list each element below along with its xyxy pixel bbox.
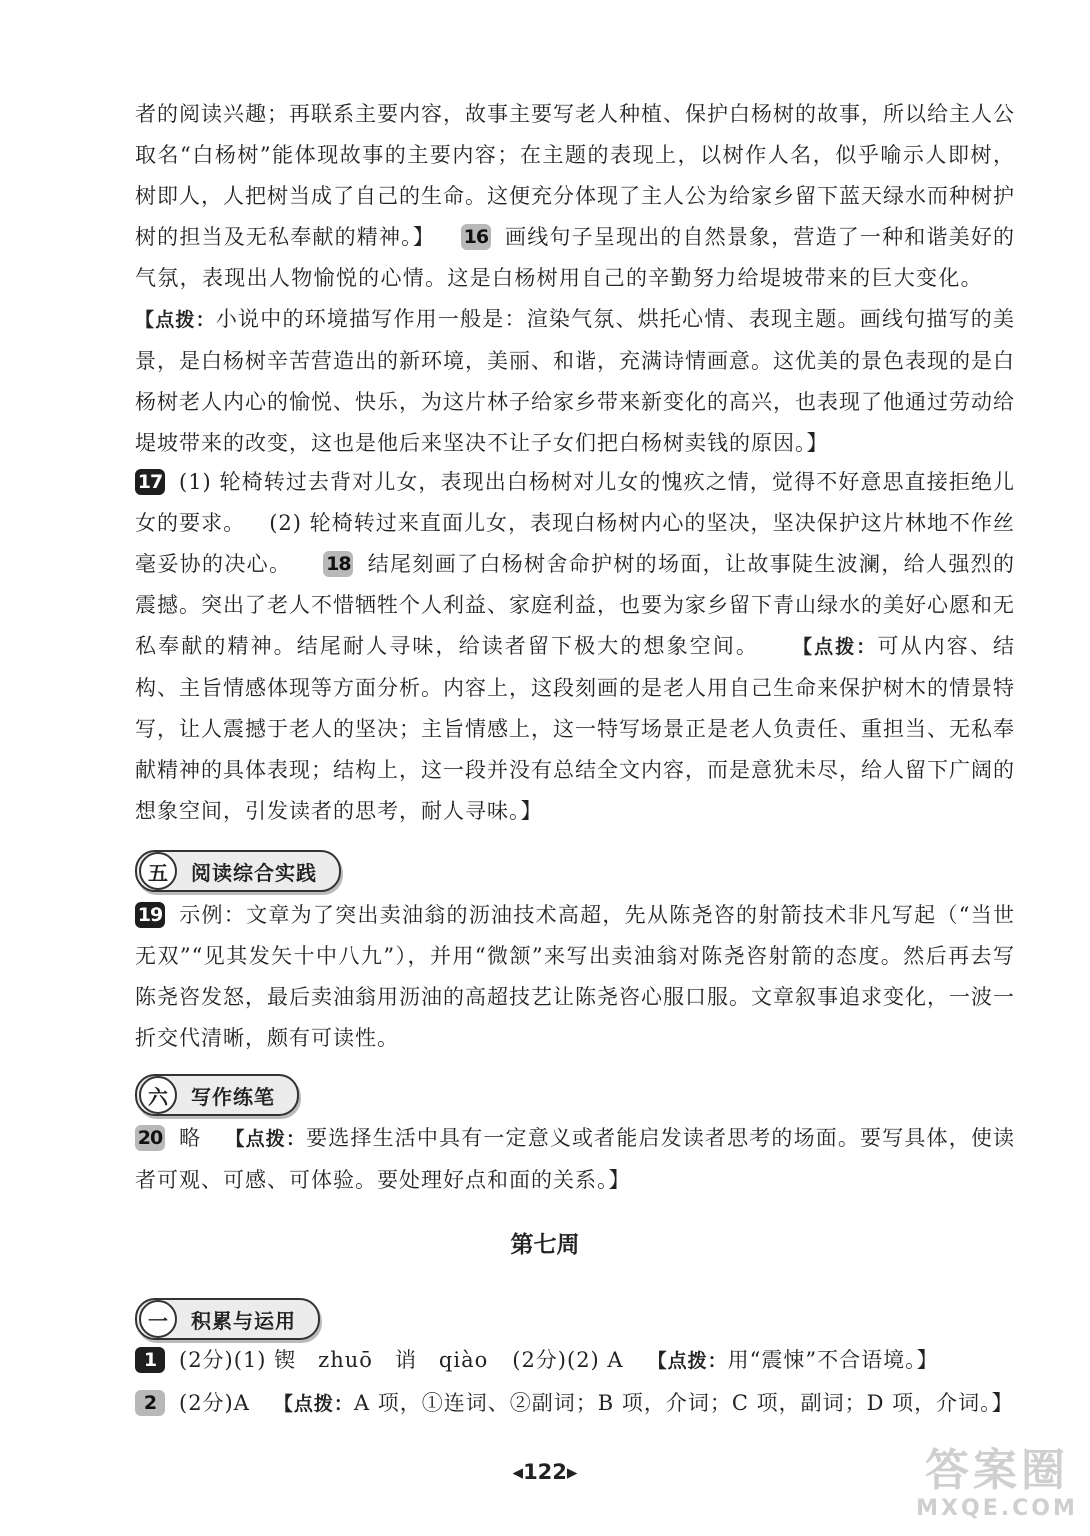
- hint-16-text: 小说中的环境描写作用一般是：渲染气氛、烘托心情、表现主题。画线句描写的美景，是白杨树辛苦营造出的新环境，美丽、和谐，充满诗情画意。这优美的景色表现的是白杨树老人内心的愉悦、快乐，为这片林子给家乡带来新变化的高兴，也表现了他通过劳动给堤坡带来的改变，这也是他后来坚决不让子女们把白杨树卖钱的原因。】: [135, 307, 1015, 455]
- hint-label-1: 【点拨：: [647, 1350, 728, 1372]
- page-number: ◂122▸: [512, 1460, 578, 1484]
- hint-18-text: 可从内容、结构、主旨情感体现等方面分析。内容上，这段刻画的是老人用自己生命来保护树木的情景特写，让人震撼于老人的坚决；主旨情感上，这一特写场景正是老人负责任、重担当、无私奉献精神的具体表现；结构上，这一段并没有总结全文内容，而是意犹未尽，给人留下广阔的想象空间，引发读者的思考，耐人寻味。】: [135, 634, 1016, 823]
- answer-15-continued: [135, 94, 1015, 464]
- section-five-title: 阅读综合实践: [191, 860, 317, 885]
- answer-1-part2: (2分)(2) A: [512, 1348, 624, 1372]
- answer-17-part2: (2) 轮椅转过来直面儿女，表现白杨树内心的坚决，坚决保护这片林地不作丝毫妥协的决心。: [135, 511, 1016, 576]
- watermark-url: MXQE.COM: [916, 1496, 1078, 1521]
- hint-label-20: 【点拨：: [225, 1128, 307, 1150]
- question-number-2: 2: [135, 1390, 165, 1416]
- watermark-logo: [912, 1446, 1082, 1528]
- question-number-16: 16: [461, 224, 491, 250]
- answer-18-text: 结尾刻画了白杨树舍命护树的场面，让故事陡生波澜，给人强烈的震撼。突出了老人不惜牺牲个人利益、家庭利益，也要为家乡留下青山绿水的美好心愿和无私奉献的精神。结尾耐人寻味，给读者留下极大的想象空间。: [135, 552, 1016, 658]
- section-one-tag: [135, 1298, 320, 1340]
- hint-1-text: 用“震悚”不合语境。】: [727, 1348, 939, 1372]
- hint-2-text: A 项，①连词、②副词；B 项，介词；C 项，副词；D 项，介词。】: [353, 1391, 1014, 1415]
- question-number-17: 17: [135, 469, 165, 495]
- section-five-badge: 五: [139, 852, 177, 890]
- section-one-title: 积累与运用: [191, 1308, 296, 1333]
- answer-1: [135, 1340, 1015, 1382]
- watermark-logo-text: 答案圈: [925, 1445, 1069, 1496]
- answer-2-text: (2分)A: [179, 1391, 250, 1415]
- answer-17-part1: (1) 轮椅转过去背对儿女，表现出白杨树对儿女的愧疚之情，觉得不好意思直接拒绝儿女的要求。: [135, 470, 1015, 535]
- section-six-tag: [135, 1074, 299, 1116]
- answer-1-part1: (2分)(1) 锲 zhuō 诮 qiào: [179, 1348, 489, 1372]
- answer-15-text: 者的阅读兴趣；再联系主要内容，故事主要写老人种植、保护白杨树的故事，所以给主人公取名“白杨树”能体现故事的主要内容；在主题的表现上，以树作人名，似乎喻示人即树，树即人，人把树当成了自己的生命。这便充分体现了主人公为给家乡留下蓝天绿水而种树护树的担当及无私奉献的精神。】: [135, 102, 1015, 249]
- hint-label-18: 【点拨：: [791, 636, 878, 658]
- section-one-badge: 一: [139, 1300, 177, 1338]
- answer-2: [135, 1383, 1015, 1425]
- week-title: 第七周: [510, 1231, 580, 1258]
- question-number-18: 18: [323, 551, 353, 577]
- answer-19-text: 示例：文章为了突出卖油翁的沥油技术高超，先从陈尧咨的射箭技术非凡写起（“当世无双”“见其发矢十中八九”），并用“微颔”来写出卖油翁对陈尧咨射箭的态度。然后再去写陈尧咨发怒，最后卖油翁用沥油的高超技艺让陈尧咨心服口服。文章叙事追求变化，一波一折交代清晰，颇有可读性。: [135, 903, 1015, 1050]
- answer-17-18: [135, 462, 1015, 832]
- answer-20: [135, 1118, 1015, 1201]
- answer-19: [135, 895, 1015, 1059]
- hint-label-2: 【点拨：: [273, 1393, 354, 1415]
- hint-20-text: 要选择生活中具有一定意义或者能启发读者思考的场面。要写具体，使读者可观、可感、可体验。要处理好点和面的关系。】: [135, 1126, 1016, 1192]
- question-number-1: 1: [135, 1347, 165, 1373]
- section-six-title: 写作练笔: [191, 1084, 275, 1109]
- section-six-badge: 六: [139, 1076, 177, 1114]
- question-number-20: 20: [135, 1125, 165, 1151]
- answer-16-text: 画线句子呈现出的自然景象，营造了一种和谐美好的气氛，表现出人物愉悦的心情。这是白杨树用自己的辛勤努力给堤坡带来的巨大变化。: [135, 225, 1015, 290]
- hint-label-16: 【点拨：: [135, 309, 216, 331]
- question-number-19: 19: [135, 902, 165, 928]
- answer-20-text: 略: [179, 1126, 202, 1150]
- section-five-tag: [135, 850, 341, 892]
